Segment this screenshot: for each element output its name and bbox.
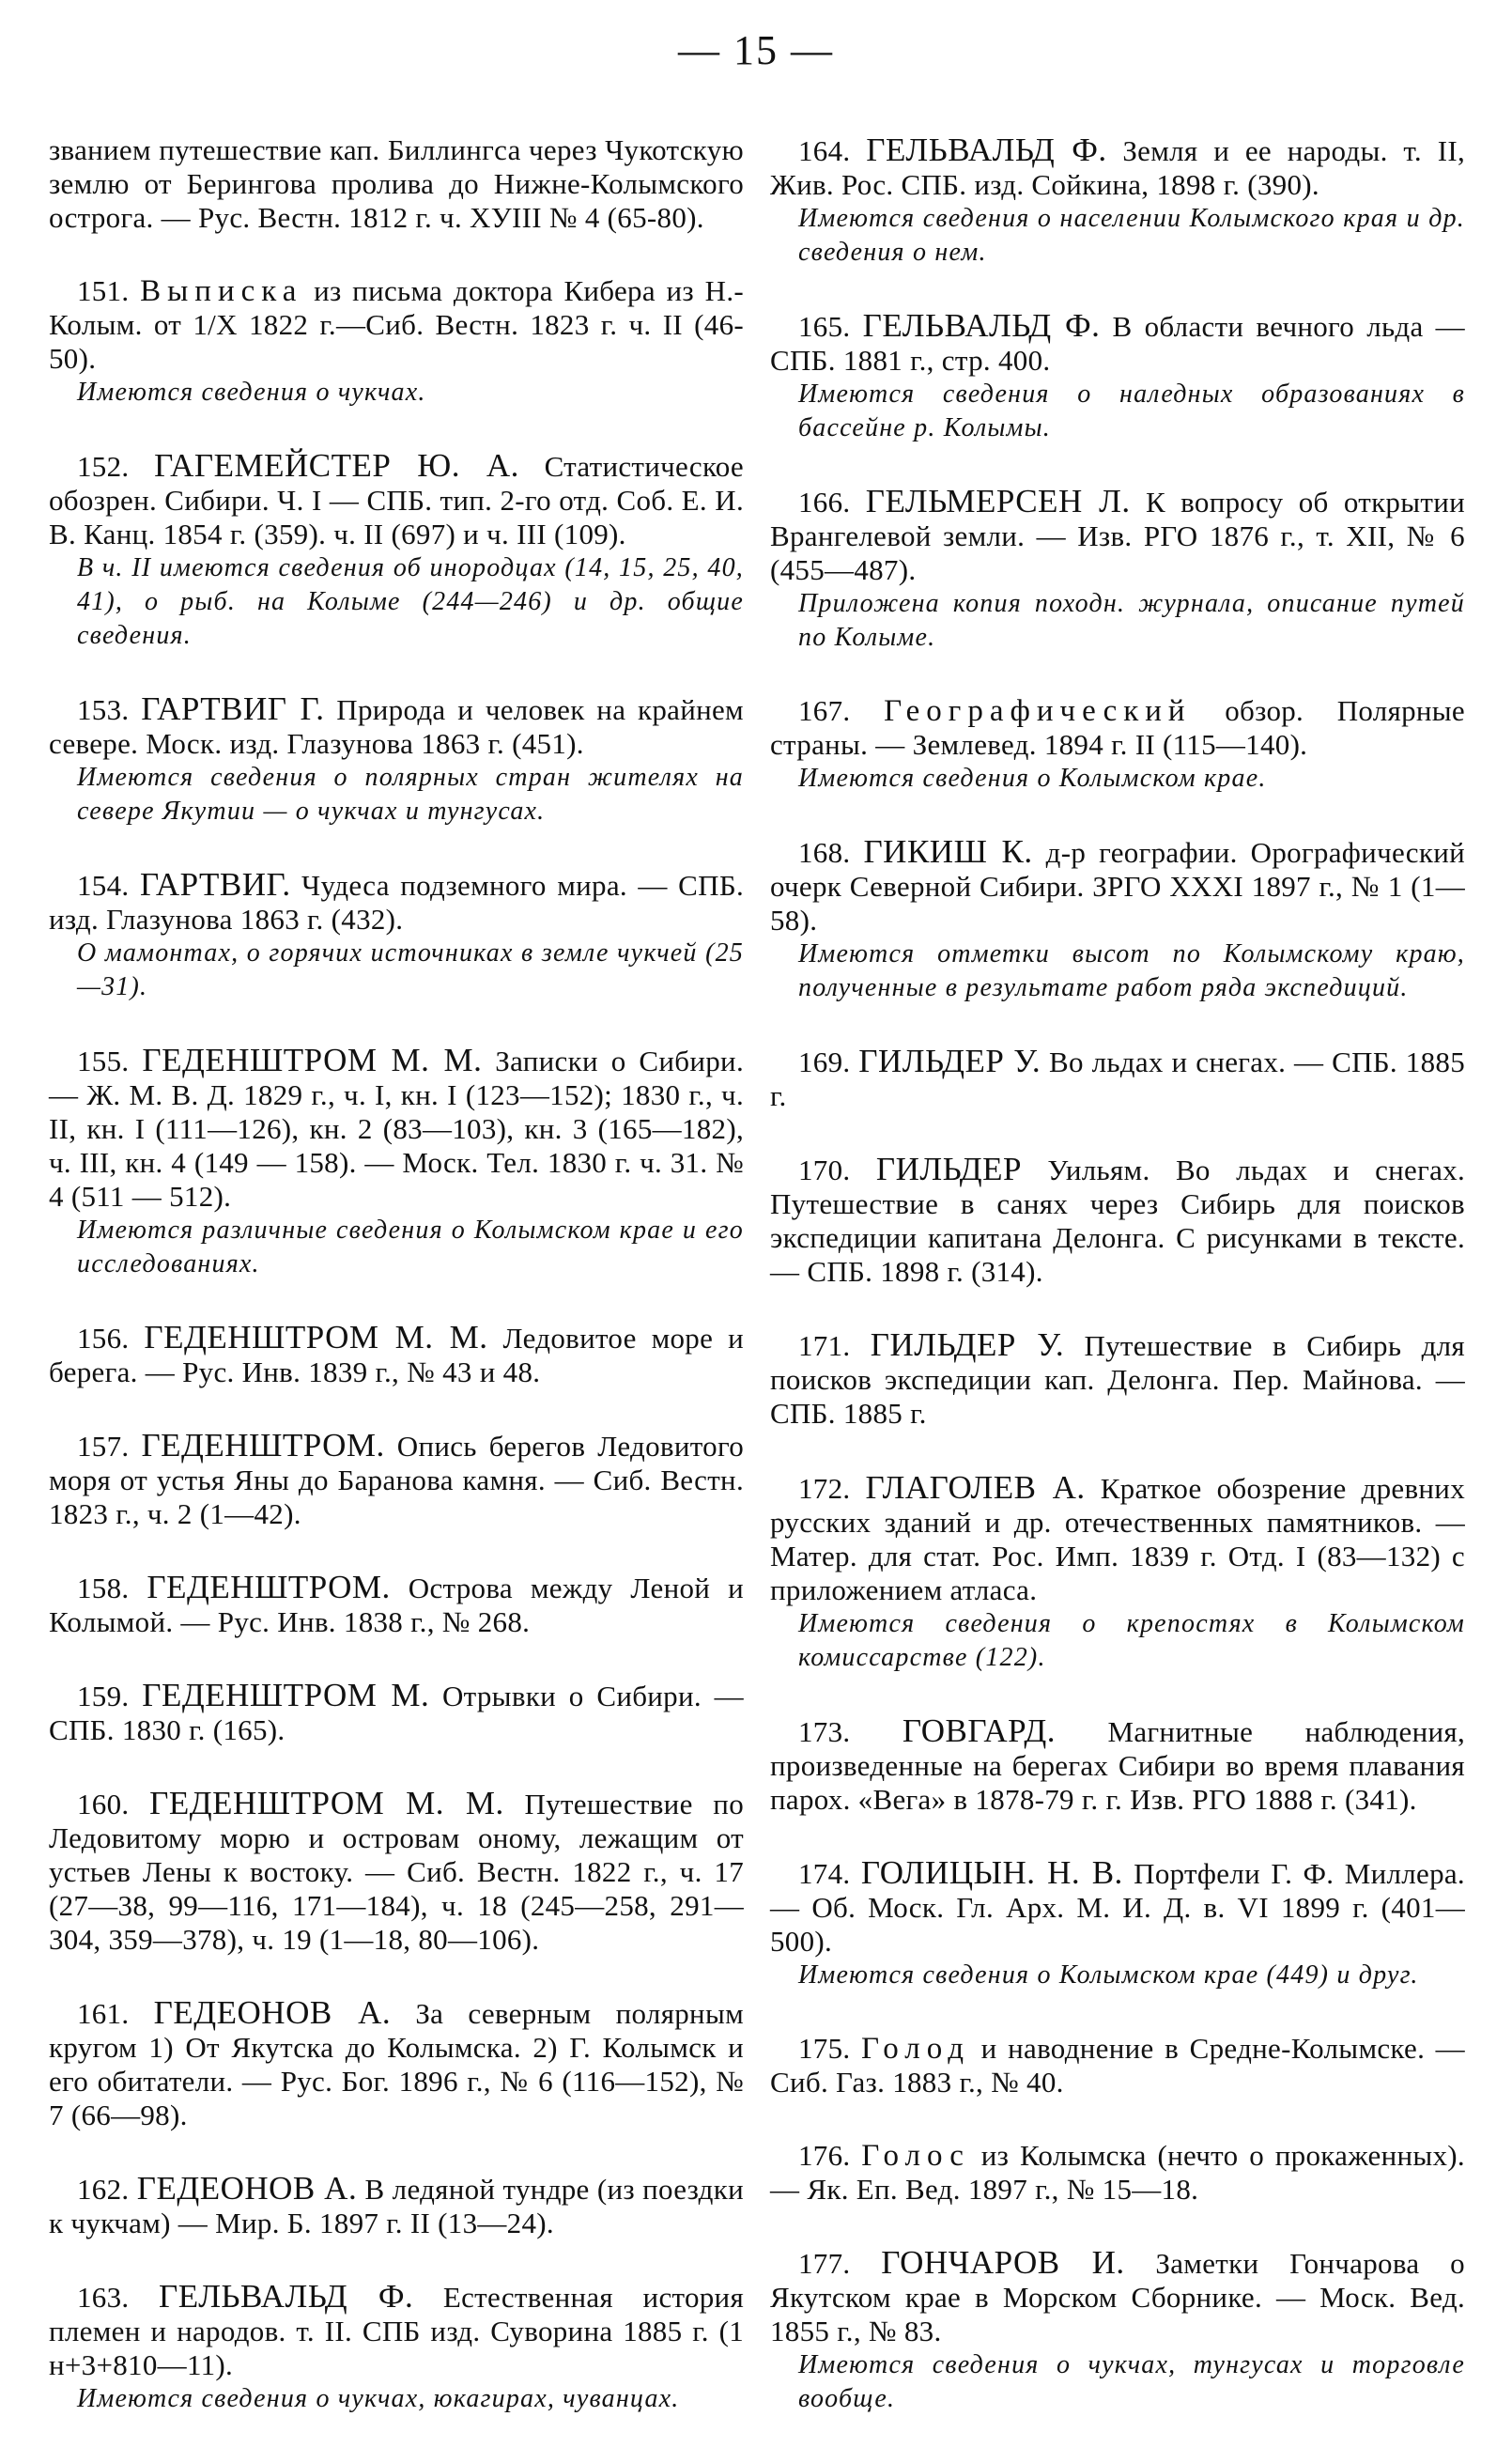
- entry-note: Имеются сведения о чукчах, юкагирах, чуванцах.: [77, 2384, 680, 2413]
- entry-author: ГЕДЕНШТРОМ М. М.: [142, 1042, 483, 1078]
- bibliography-entry: [770, 309, 1465, 445]
- bibliography-entry: [770, 1328, 1465, 1431]
- entry-author: ГОНЧАРОВ И.: [881, 2243, 1125, 2281]
- entry-text: [49, 449, 744, 551]
- bibliography-entry: [49, 1044, 744, 1281]
- entry-author: ГОВГАРД.: [902, 1712, 1057, 1749]
- bibliography-entry: [49, 692, 744, 829]
- entry-text: званием путешествие кап. Биллингса через Чукотскую землю от Берингова пролива до Нижне-Колымского острога. — Рус. Вестн. 1812 г. ч. ХУIII № 4 (65-80).: [49, 133, 744, 234]
- bibliography-entry: [770, 1853, 1465, 1992]
- entry-details: и наводнение в Средне-Колымске. — Сиб. Газ. 1883 г., № 40.: [770, 2031, 1465, 2099]
- bibliography-entry: [770, 2032, 1465, 2099]
- entry-text: [770, 694, 1465, 762]
- entry-number: 167.: [798, 694, 851, 728]
- entry-number: 173.: [798, 1714, 851, 1748]
- entry-details: из Колымска (нечто о прокаженных). — Як. Еп. Вед. 1897 г., № 15—18.: [770, 2138, 1465, 2206]
- bibliography-entry: [49, 2280, 744, 2416]
- bibliography-entry: [49, 1996, 744, 2132]
- entry-author: ГЕДЕНШТРОМ.: [147, 1569, 391, 1605]
- entry-number: 158.: [77, 1572, 130, 1604]
- bibliography-entry: [770, 835, 1465, 1005]
- entry-text: [770, 1153, 1465, 1289]
- entry-number: 153.: [77, 693, 130, 726]
- entry-number: 166.: [798, 486, 851, 519]
- entry-details: Статистическое обозрен. Сибири. Ч. I — СПБ. тип. 2-го отд. Соб. Е. И. В. Канц. 1854 г. (359). ч. II (697) и ч. III (109).: [49, 450, 744, 550]
- entry-author: ГЕДЕНШТРОМ.: [141, 1427, 385, 1464]
- entry-text: [770, 2243, 1465, 2348]
- right-column: [770, 133, 1465, 2416]
- entry-number: 168.: [798, 836, 851, 870]
- entry-details: д-р географии. Орографический очерк Северной Сибири. ЗРГО XXXI 1897 г., № 1 (1—58).: [770, 836, 1465, 937]
- entry-author: ГЕЛЬВАЛЬД Ф.: [866, 132, 1107, 168]
- entry-number: 172.: [798, 1471, 851, 1505]
- entry-number: 176.: [798, 2138, 851, 2172]
- entry-author: ГИЛЬДЕР У.: [870, 1326, 1065, 1364]
- entry-details: Чудеса подземного мира. — СПБ. изд. Глазунова 1863 г. (432).: [49, 869, 744, 936]
- bibliography-entry: [49, 1787, 744, 1957]
- entry-details: Природа и человек на крайнем севере. Моск. изд. Глазунова 1863 г. (451).: [49, 693, 744, 760]
- entry-text: [770, 1328, 1465, 1431]
- entry-details: К вопросу об открытии Врангелевой земли. — Изв. РГО 1876 г., т. XII, № 6 (455—487).: [770, 486, 1465, 587]
- bibliography-entry: [770, 1714, 1465, 1817]
- entry-text: [49, 1787, 744, 1957]
- entry-author: ГИЛЬДЕР: [875, 1151, 1022, 1188]
- entry-number: 175.: [798, 2031, 851, 2065]
- entry-author: ГЕЛЬВАЛЬД Ф.: [862, 307, 1101, 345]
- entry-details: Краткое обозрение древних русских зданий и др. отечественных памятников. — Матер. для стат. Рос. Имп. 1839 г. Отд. I (83—132) с приложением атласа.: [770, 1471, 1465, 1606]
- entry-text: [49, 868, 744, 937]
- entry-author: ГАРТВИГ.: [139, 866, 291, 903]
- entry-details: Магнитные наблюдения, произведенные на берегах Сибири во время плавания парох. «Вега» в 1878-79 г. г. Изв. РГО 1888 г. (341).: [770, 1714, 1465, 1816]
- entry-author: ГАРТВИГ Г.: [141, 690, 325, 727]
- entry-text: [49, 2172, 744, 2240]
- entry-number: 169.: [798, 1046, 851, 1079]
- entry-author: ГЛАГОЛЕВ А.: [865, 1468, 1086, 1506]
- entry-text: [49, 2280, 744, 2382]
- entry-note: Имеются сведения о населении Колымского края и др. сведения о нем.: [798, 204, 1465, 267]
- entry-details: Уильям. Во льдах и снегах. Путешествие в санях через Сибирь для поисков экспедиции капитана Делонга. С рисунками в тексте. — СПБ. 1898 г. (314).: [770, 1154, 1465, 1289]
- entry-author: ГЕЛЬМЕРСЕН Л.: [865, 483, 1131, 520]
- entry-text: [49, 1996, 744, 2132]
- entry-note: Имеются сведения о наледных образованиях в бассейне р. Колымы.: [798, 380, 1465, 443]
- entry-details: В ледяной тундре (из поездки к чукчам) — Мир. Б. 1897 г. II (13—24).: [49, 2173, 744, 2239]
- entry-text: [770, 2032, 1465, 2099]
- entry-details: Записки о Сибири. — Ж. М. В. Д. 1829 г., ч. I, кн. I (123—152); 1830 г., ч. II, кн. I (111—126), кн. 2 (83—103), кн. 3 (165—182), ч. III, кн. 4 (149 — 158). — Моск. Тел. 1830 г. ч. 31. № 4 (511 — 512).: [49, 1045, 744, 1213]
- bibliography-entry: [49, 2172, 744, 2240]
- entry-author: Выписка: [140, 274, 303, 308]
- entry-number: 159.: [77, 1680, 130, 1712]
- left-column: [49, 133, 744, 2416]
- entry-text: [770, 1853, 1465, 1959]
- page-number: — 15 —: [678, 27, 834, 73]
- entry-details: Естественная история племен и народов. т. II. СПБ изд. Суворина 1885 г. (1 н+3+810—11).: [49, 2281, 744, 2381]
- entry-details: Земля и ее народы. т. II, Жив. Рос. СПБ. изд. Сойкина, 1898 г. (390).: [770, 134, 1465, 201]
- entry-note: Имеются отметки высот по Колымскому краю, полученные в результате работ ряда экспедиций.: [798, 939, 1465, 1003]
- entry-details: В области вечного льда — СПБ. 1881 г., стр. 400.: [770, 310, 1465, 378]
- entry-note: Имеются сведения о чукчах, тунгусах и торговле вообще.: [798, 2349, 1465, 2413]
- bibliography-entry: [49, 449, 744, 653]
- entry-text: [770, 835, 1465, 937]
- entry-details: из письма доктора Кибера из Н.-Колым. от 1/Х 1822 г.—Сиб. Вестн. 1823 г. ч. II (46-50).: [49, 274, 744, 375]
- entry-author: ГЕЛЬВАЛЬД Ф.: [159, 2278, 414, 2315]
- entry-text: [49, 1429, 744, 1531]
- entry-text: [49, 1321, 744, 1389]
- entry-text: [770, 1468, 1465, 1607]
- entry-author: ГЕДЕНШТРОМ М. М.: [144, 1319, 488, 1355]
- entry-number: 152.: [77, 450, 130, 483]
- entry-note: Приложена копия походн. журнала, описание путей по Колыме.: [798, 589, 1465, 653]
- entry-number: 151.: [77, 274, 130, 307]
- entry-details: Острова между Леной и Колымой. — Рус. Инв. 1838 г., № 268.: [49, 1572, 744, 1638]
- entry-details: Ледовитое море и берега. — Рус. Инв. 1839 г., № 43 и 48.: [49, 1322, 744, 1388]
- entry-author: ГОЛИЦЫН. Н. В.: [860, 1853, 1123, 1891]
- bibliography-entry: [49, 1429, 744, 1531]
- entry-details: обзор. Полярные страны. — Землевед. 1894 г. II (115—140).: [770, 694, 1465, 762]
- entry-details: Путешествие в Сибирь для поисков экспедиции кап. Делонга. Пер. Майнова. — СПБ. 1885 г.: [770, 1329, 1465, 1431]
- bibliography-entry: [770, 1153, 1465, 1289]
- entry-note: Имеются сведения о полярных стран жителях на севере Якутии — о чукчах и тунгусах.: [77, 763, 744, 826]
- bibliography-entry: [770, 1468, 1465, 1675]
- entry-note: Имеются сведения о Колымском крае.: [798, 764, 1267, 794]
- bibliography-entry: [49, 868, 744, 1004]
- entry-number: 161.: [77, 1997, 130, 2030]
- entry-details: Опись берегов Ледовитого моря от устья Яны до Баранова камня. — Сиб. Вестн. 1823 г., ч. 2 (1—42).: [49, 1430, 744, 1530]
- bibliography-entry: [770, 694, 1465, 796]
- entry-details: Путешествие по Ледовитому морю и островам оному, лежащим от устьев Лены к востоку. — Сиб. Вестн. 1822 г., ч. 17 (27—38, 99—116, 171—184), ч. 18 (245—258, 291—304, 359—378), ч. 19 (1—18, 80—106).: [49, 1788, 744, 1956]
- entry-author: ГЕДЕОНОВ А.: [136, 2170, 358, 2207]
- entry-text: [770, 1714, 1465, 1817]
- entry-number: 155.: [77, 1045, 130, 1077]
- bibliography-entry: [770, 1045, 1465, 1113]
- bibliography-entry: [49, 1679, 744, 1747]
- entry-text: [49, 1044, 744, 1214]
- entry-note: О мамонтах, о горячих источниках в земле чукчей (25—31).: [77, 938, 744, 1001]
- entry-continuation: [49, 133, 744, 235]
- entry-text: [49, 1679, 744, 1747]
- bibliography-entry: [49, 274, 744, 410]
- entry-number: 174.: [798, 1856, 851, 1890]
- entry-text: [49, 692, 744, 761]
- bibliography-entry: [770, 485, 1465, 655]
- entry-text: [770, 309, 1465, 378]
- entry-author: Географический: [884, 694, 1192, 729]
- entry-number: 160.: [77, 1788, 130, 1820]
- bibliography-entry: [49, 1571, 744, 1639]
- entry-author: Голод: [861, 2031, 971, 2066]
- bibliography-entry: [49, 1321, 744, 1389]
- entry-text: [49, 1571, 744, 1639]
- entry-note: В ч. II имеются сведения об инородцах (14, 15, 25, 40, 41), о рыб. на Колыме (244—246) и др. общие сведения.: [77, 553, 744, 650]
- entry-author: Голос: [861, 2138, 970, 2173]
- entry-text: [770, 1045, 1465, 1113]
- entry-number: 156.: [77, 1322, 130, 1355]
- entry-author: ГАГЕМЕЙСТЕР Ю. А.: [154, 447, 519, 484]
- entry-note: Имеются сведения о крепостях в Колымском комиссарстве (122).: [798, 1608, 1465, 1672]
- entry-author: ГЕДЕНШТРОМ М. М.: [149, 1785, 504, 1821]
- entry-text: [49, 274, 744, 376]
- entry-number: 162.: [77, 2173, 130, 2206]
- entry-number: 171.: [798, 1329, 851, 1363]
- entry-number: 164.: [798, 134, 851, 167]
- entry-number: 170.: [798, 1154, 851, 1187]
- entry-number: 163.: [77, 2281, 130, 2314]
- entry-details: За северным полярным кругом 1) От Якутска до Колымска. 2) Г. Колымск и его обитатели. — Рус. Бог. 1896 г., № 6 (116—152), № 7 (66—98).: [49, 1997, 744, 2131]
- entry-note: Имеются различные сведения о Колымском крае и его исследованиях.: [77, 1216, 744, 1278]
- entry-author: ГИЛЬДЕР У.: [858, 1043, 1041, 1080]
- entry-details: Заметки Гончарова о Якутском крае в Морском Сборнике. — Моск. Вед. 1855 г., № 83.: [770, 2246, 1465, 2347]
- entry-details: Во льдах и снегах. — СПБ. 1885 г.: [770, 1046, 1465, 1113]
- bibliography-entry: [770, 2139, 1465, 2207]
- entry-number: 177.: [798, 2246, 851, 2280]
- entry-text: [770, 2139, 1465, 2207]
- entry-details: Портфели Г. Ф. Миллера. — Об. Моск. Гл. Арх. М. И. Д. в. VI 1899 г. (401—500).: [770, 1856, 1465, 1958]
- entry-number: 165.: [798, 310, 851, 344]
- entry-text: [770, 133, 1465, 202]
- entry-text: [770, 485, 1465, 587]
- entry-author: ГЕДЕНШТРОМ М.: [142, 1677, 430, 1713]
- entry-details: Отрывки о Сибири. — СПБ. 1830 г. (165).: [49, 1680, 744, 1746]
- entry-author: ГИКИШ К.: [863, 833, 1033, 871]
- entry-note: Имеются сведения о чукчах.: [77, 378, 426, 407]
- entry-number: 154.: [77, 869, 130, 902]
- bibliography-entry: [770, 2243, 1465, 2416]
- entry-author: ГЕДЕОНОВ А.: [153, 1994, 392, 2031]
- entry-number: 157.: [77, 1430, 130, 1463]
- bibliography-entry: [770, 133, 1465, 270]
- entry-note: Имеются сведения о Колымском крае (449) и друг.: [798, 1960, 1419, 1990]
